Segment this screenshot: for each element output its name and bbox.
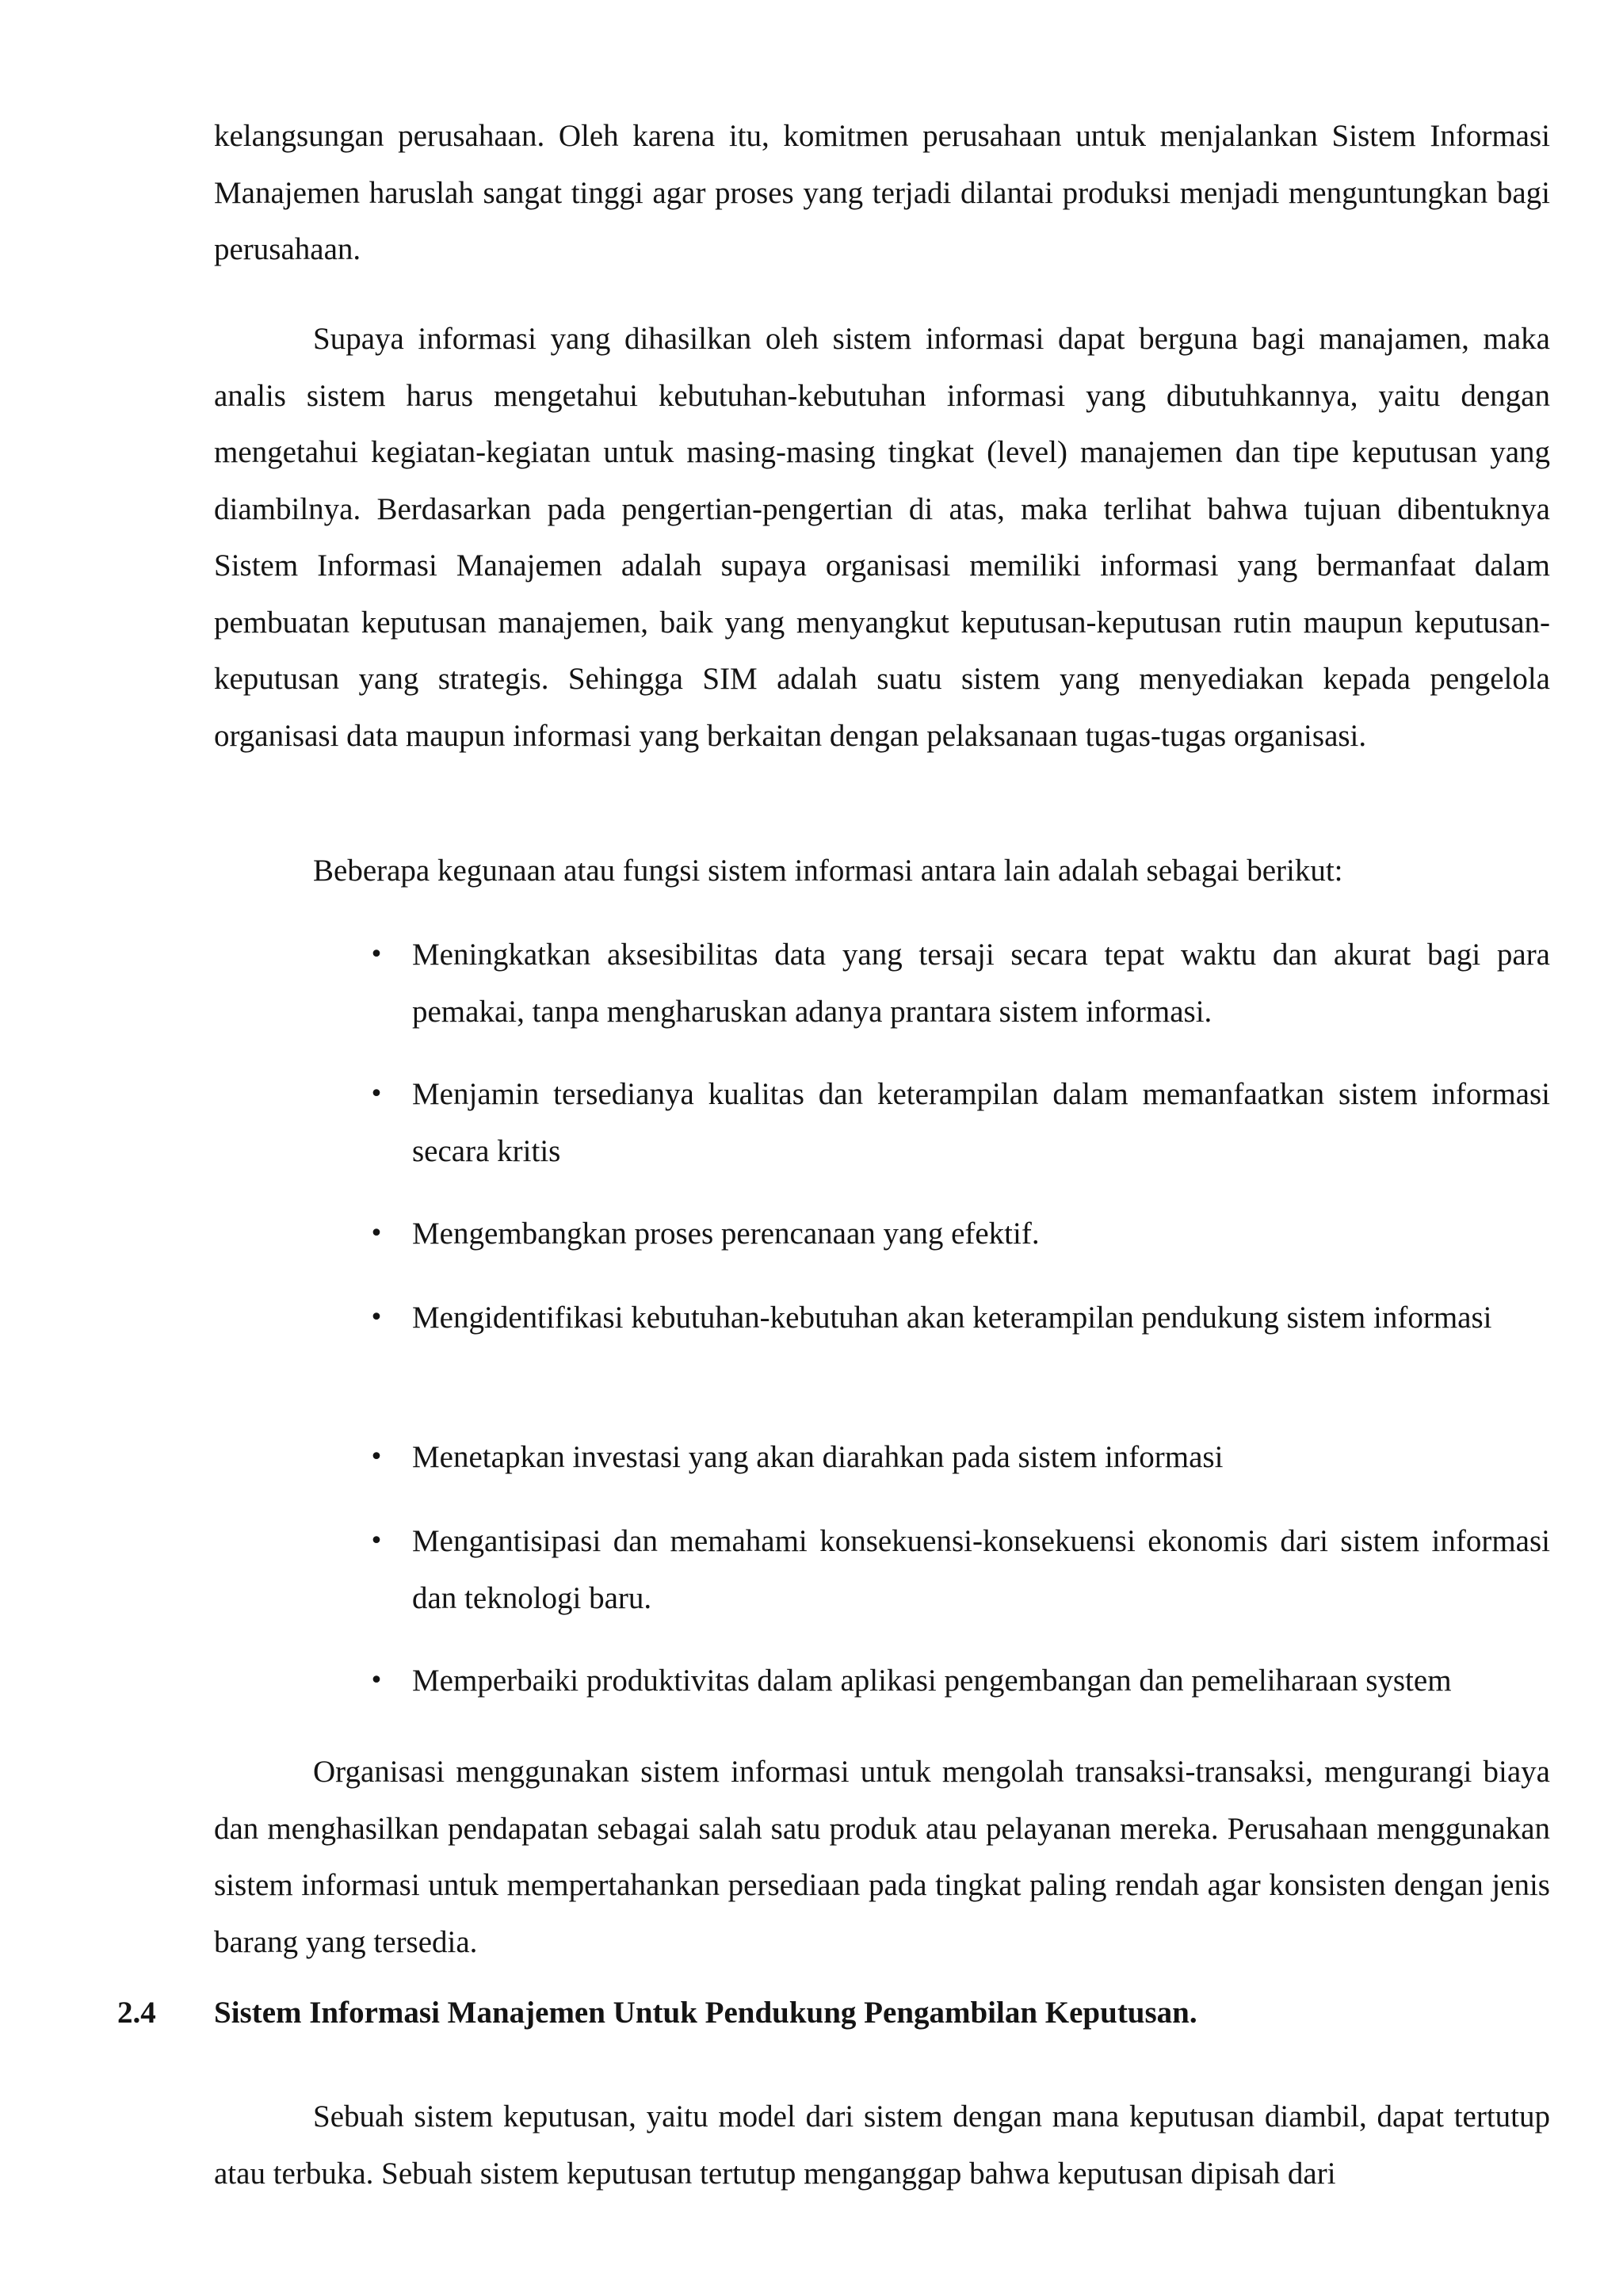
paragraph-organization-usage: Organisasi menggunakan sistem informasi untuk mengolah transaksi-transaksi, mengurangi biaya dan menghasilkan pendapatan sebagai salah satu produk atau pelayanan mereka. Perusahaan menggunakan sistem informasi untuk mempertahankan persediaan pada tingkat paling rendah agar konsisten dengan jenis barang yang tersedia. (214, 1755, 1550, 1959)
list-item (369, 1066, 1550, 1179)
section-number: 2.4 (117, 1996, 156, 2030)
paragraph-functions-intro: Beberapa kegunaan atau fungsi sistem informasi antara lain adalah sebagai berikut: (313, 854, 1343, 888)
list-item-text: Mengembangkan proses perencanaan yang efektif. (412, 1217, 1040, 1251)
list-item-text: Menetapkan investasi yang akan diarahkan pada sistem informasi (412, 1440, 1224, 1474)
bullet-icon: • (369, 1527, 384, 1555)
list-item (369, 1429, 1550, 1486)
list-item (369, 1513, 1550, 1626)
list-item-text: Memperbaiki produktivitas dalam aplikasi pengembangan dan pemeliharaan system (412, 1664, 1452, 1698)
list-item-text: Menjamin tersedianya kualitas dan keterampilan dalam memanfaatkan sistem informasi secara kritis (412, 1077, 1550, 1168)
paragraph-decision-system: Sebuah sistem keputusan, yaitu model dari sistem dengan mana keputusan diambil, dapat tertutup atau terbuka. Sebuah sistem keputusan tertutup menganggap bahwa keputusan dipisah dari (214, 2099, 1550, 2191)
bullet-icon: • (369, 1304, 384, 1331)
bullet-icon: • (369, 941, 384, 968)
bullet-icon: • (369, 1667, 384, 1694)
list-item (369, 1205, 1550, 1263)
bullet-icon: • (369, 1443, 384, 1471)
list-item (369, 926, 1550, 1040)
list-item-text: Mengantisipasi dan memahami konsekuensi-konsekuensi ekonomis dari sistem informasi dan teknologi baru. (412, 1524, 1550, 1615)
list-item (369, 1652, 1550, 1710)
list-item-text: Meningkatkan aksesibilitas data yang tersaji secara tepat waktu dan akurat bagi para pemakai, tanpa mengharuskan adanya prantara sistem informasi. (412, 938, 1550, 1029)
paragraph-continuation: kelangsungan perusahaan. Oleh karena itu, komitmen perusahaan untuk menjalankan Sistem Informasi Manajemen haruslah sangat tinggi agar proses yang terjadi dilantai produksi menjadi menguntungkan bagi perusahaan. (214, 119, 1550, 266)
bullet-icon: • (369, 1220, 384, 1247)
list-item (369, 1289, 1550, 1347)
section-title: Sistem Informasi Manajemen Untuk Pendukung Pengambilan Keputusan. (214, 1996, 1197, 2030)
list-item-text: Mengidentifikasi kebutuhan-kebutuhan akan keterampilan pendukung sistem informasi (412, 1301, 1492, 1335)
paragraph-sim-purpose: Supaya informasi yang dihasilkan oleh sistem informasi dapat berguna bagi manajamen, maka analis sistem harus mengetahui kebutuhan-kebutuhan informasi yang dibutuhkannya, yaitu dengan mengetahui kegiatan-kegiatan untuk masing-masing tingkat (level) manajemen dan tipe keputusan yang diambilnya. Berdasarkan pada pengertian-pengertian di atas, maka terlihat bahwa tujuan dibentuknya Sistem Informasi Manajemen adalah supaya organisasi memiliki informasi yang bermanfaat dalam pembuatan keputusan manajemen, baik yang menyangkut keputusan-keputusan rutin maupun keputusan-keputusan yang strategis. Sehingga SIM adalah suatu sistem yang menyediakan kepada pengelola organisasi data maupun informasi yang berkaitan dengan pelaksanaan tugas-tugas organisasi. (214, 322, 1550, 753)
bullet-icon: • (369, 1080, 384, 1108)
